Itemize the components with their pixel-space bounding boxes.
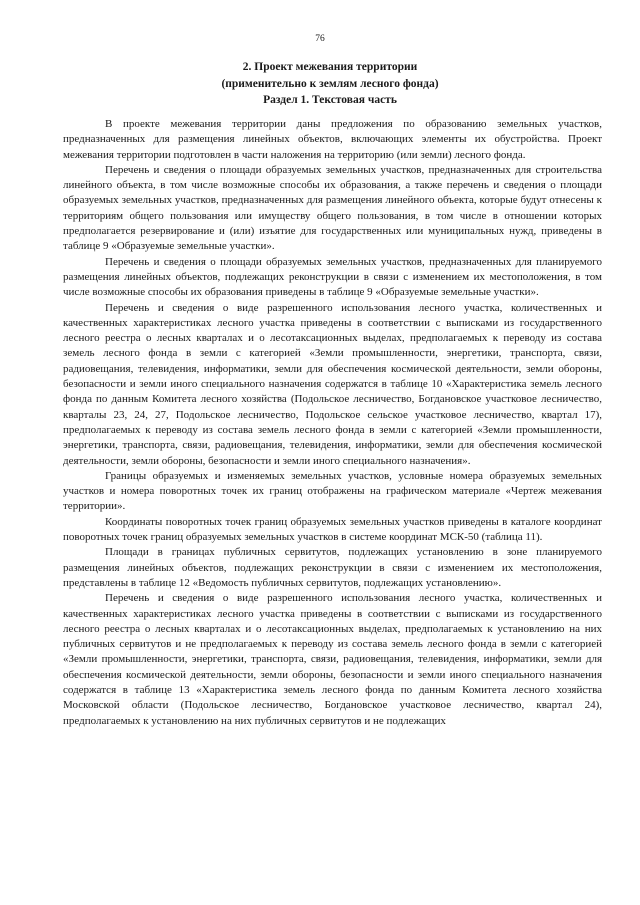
paragraph: В проекте межевания территории даны предложения по образованию земельных участков, предназначенных для размещения линейных объектов, включающих элементы их обустройства. Проект межевания территории подготовлен в части наложения на территорию (или земли) лесного фонда. <box>63 118 602 161</box>
heading-line-subtitle: (применительно к землям лесного фонда) <box>221 77 439 90</box>
document-body <box>63 117 602 729</box>
paragraph: Площади в границах публичных сервитутов, подлежащих установлению в зоне планируемого размещения линейных объектов, подлежащих реконструкции в связи с изменением их местоположения, представлены в таблице 12 «Ведомость публичных сервитутов, подлежащих установлению». <box>63 546 602 589</box>
heading-line-section: Раздел 1. Текстовая часть <box>263 94 397 106</box>
paragraph: Границы образуемых и изменяемых земельных участков, условные номера образуемых земельных участков и номера поворотных точек их границ отображены на графическом материале «Чертеж межевания территории». <box>63 469 602 513</box>
section-heading <box>60 59 600 109</box>
paragraph: Перечень и сведения о площади образуемых земельных участков, предназначенных для планируемого размещения линейных объектов, подлежащих реконструкции в связи с изменением их местоположения, в том числе возможные способы их образования приведены в таблице 9 «Образуемые земельные участки». <box>63 255 602 299</box>
page-number: 76 <box>315 34 325 44</box>
paragraph: Перечень и сведения о виде разрешенного использования лесного участка, количественных и качественных характеристиках лесного участка приведены в соответствии с выписками из государственного лесного реестра о лесных кварталах и о лесотаксационных выделах, предполагаемых к установлению на них публичных сервитутов и не предполагаемых к переводу из состава земель лесного фонда в земли с категорией «Земли промышленности, энергетики, транспорта, связи, радиовещания, телевидения, информатики, земли для обеспечения космической деятельности, земли обороны, безопасности и земли иного специального назначения содержатся в таблице 13 «Характеристика земель лесного фонда по данным Комитета лесного хозяйства Московской области (Подольское лесничество, Богдановское участковое лесничество, квартал 24), предполагаемых к установлению на них публичных сервитутов и не подлежащих <box>63 592 602 727</box>
heading-line-title: 2. Проект межевания территории <box>242 61 418 73</box>
paragraph: Перечень и сведения о виде разрешенного использования лесного участка, количественных и качественных характеристиках лесного участка приведены в соответствии с выписками из государственного лесного реестра о лесных кварталах и о лесотаксационных выделах, предполагаемых к переводу из состава земель лесного фонда в земли с категорией «Земли промышленности, энергетики, транспорта, связи, радиовещания, телевидения, информатики, земли для обеспечения космической деятельности, земли обороны, безопасности и земли иного специального назначения содержатся в таблице 10 «Характеристика земель лесного фонда по данным Комитета лесного хозяйства (Подольское лесничество, Богдановское участковое лесничество, кварталы 23, 24, 27, Подольское лесничество, Подольское сельское участковое лесничество, квартал 17), предполагаемых к переводу из состава земель лесного фонда в земли с категорией «Земли промышленности, энергетики, транспорта, связи, радиовещания, телевидения, информатики, земли для обеспечения космической деятельности, земли обороны, безопасности и земли иного специального назначения». <box>63 301 602 467</box>
paragraph: Координаты поворотных точек границ образуемых земельных участков приведены в каталоге координат поворотных точек границ образуемых земельных участков в системе координат МСК-50 (таблица 11). <box>63 515 602 544</box>
paragraph: Перечень и сведения о площади образуемых земельных участков, предназначенных для строительства линейного объекта, в том числе возможные способы их образования, а также перечень и сведения о площади образуемых земельных участков, предназначенных для размещения линейного объекта, которые будут отнесены к территориям общего пользования или имуществу общего пользования, в том числе в отношении которых предполагается резервирование и (или) изъятие для государственных или муниципальных нужд, приведены в таблице 9 «Образуемые земельные участки». <box>63 163 602 253</box>
